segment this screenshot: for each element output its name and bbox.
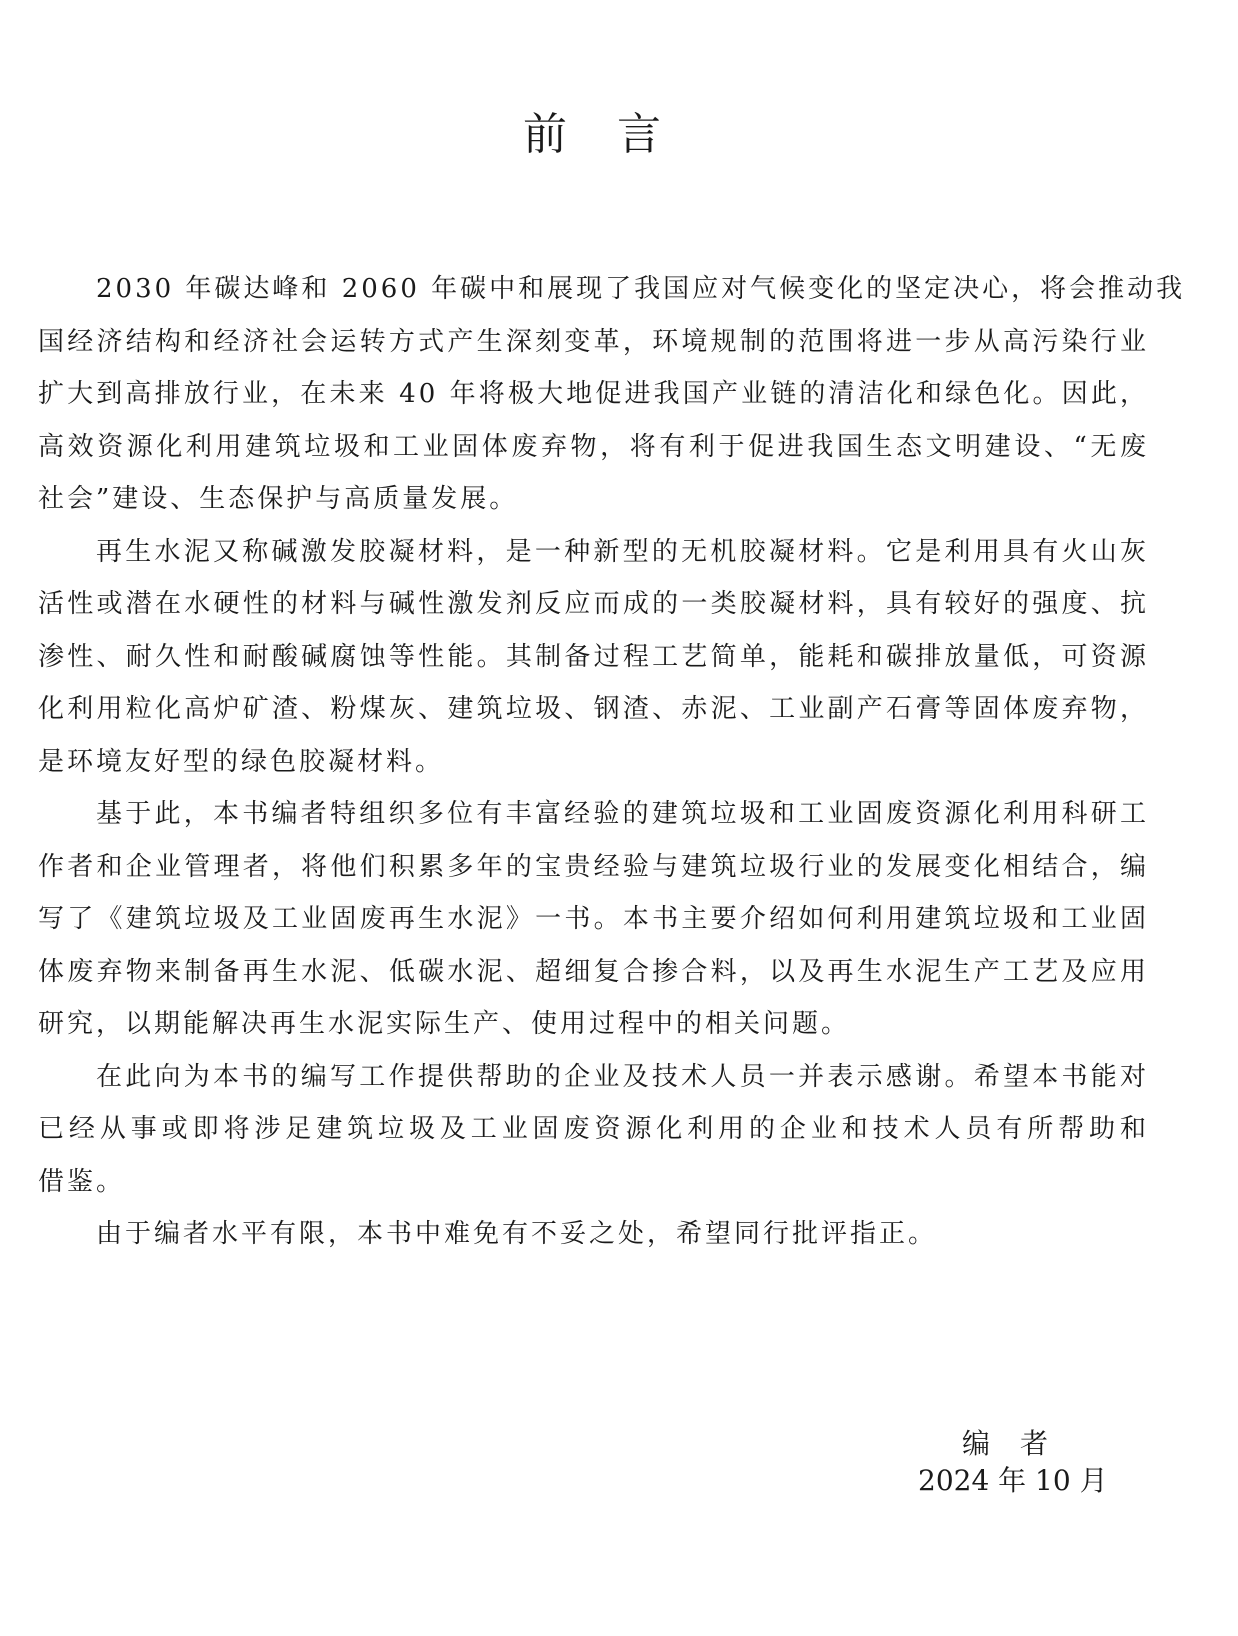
text-line: 活性或潜在水硬性的材料与碱性激发剂反应而成的一类胶凝材料，具有较好的强度、抗 — [38, 589, 1149, 619]
paragraph-1 — [38, 263, 1186, 526]
paragraph-4 — [38, 1051, 1149, 1209]
text-line: 借鉴。 — [38, 1166, 126, 1197]
signature-author: 编者 — [962, 1427, 1079, 1460]
text-line: 2030 年碳达峰和 2060 年碳中和展现了我国应对气候变化的坚定决心，将会推动我 — [96, 274, 1186, 304]
text-line: 作者和企业管理者，将他们积累多年的宝贵经验与建筑垃圾行业的发展变化相结合，编 — [38, 851, 1149, 882]
text-line: 基于此，本书编者特组织多位有丰富经验的建筑垃圾和工业固废资源化利用科研工 — [96, 799, 1149, 829]
paragraph-3 — [38, 788, 1149, 1051]
text-line: 化利用粒化高炉矿渣、粉煤灰、建筑垃圾、钢渣、赤泥、工业副产石膏等固体废弃物， — [38, 694, 1149, 724]
text-line: 研究，以期能解决再生水泥实际生产、使用过程中的相关问题。 — [38, 1009, 851, 1039]
page-title-container — [38, 110, 1146, 160]
preface-body — [38, 263, 1186, 1261]
text-line: 由于编者水平有限，本书中难免有不妥之处，希望同行批评指正。 — [96, 1219, 938, 1249]
paragraph-5 — [38, 1208, 1149, 1261]
page-title: 前言 — [523, 109, 711, 160]
text-line: 体废弃物来制备再生水泥、低碳水泥、超细复合掺合料，以及再生水泥生产工艺及应用 — [38, 956, 1149, 987]
text-line: 渗性、耐久性和耐酸碱腐蚀等性能。其制备过程工艺简单，能耗和碳排放量低，可资源 — [38, 641, 1149, 672]
signature-date: 2024 年 10 月 — [918, 1464, 1108, 1497]
text-line: 在此向为本书的编写工作提供帮助的企业及技术人员一并表示感谢。希望本书能对 — [96, 1061, 1149, 1092]
text-line: 写了《建筑垃圾及工业固废再生水泥》一书。本书主要介绍如何利用建筑垃圾和工业固 — [38, 904, 1149, 934]
text-line: 国经济结构和经济社会运转方式产生深刻变革，环境规制的范围将进一步从高污染行业 — [38, 326, 1149, 357]
text-line: 已经从事或即将涉足建筑垃圾及工业固废资源化利用的企业和技术人员有所帮助和 — [38, 1114, 1149, 1144]
paragraph-2 — [38, 526, 1149, 789]
text-line: 是环境友好型的绿色胶凝材料。 — [38, 746, 445, 777]
text-line: 高效资源化利用建筑垃圾和工业固体废弃物，将有利于促进我国生态文明建设、“无废 — [38, 431, 1149, 462]
text-line: 社会”建设、生态保护与高质量发展。 — [38, 484, 519, 514]
text-line: 扩大到高排放行业，在未来 40 年将极大地促进我国产业链的清洁化和绿色化。因此， — [38, 379, 1149, 409]
text-line: 再生水泥又称碱激发胶凝材料，是一种新型的无机胶凝材料。它是利用具有火山灰 — [96, 536, 1149, 567]
